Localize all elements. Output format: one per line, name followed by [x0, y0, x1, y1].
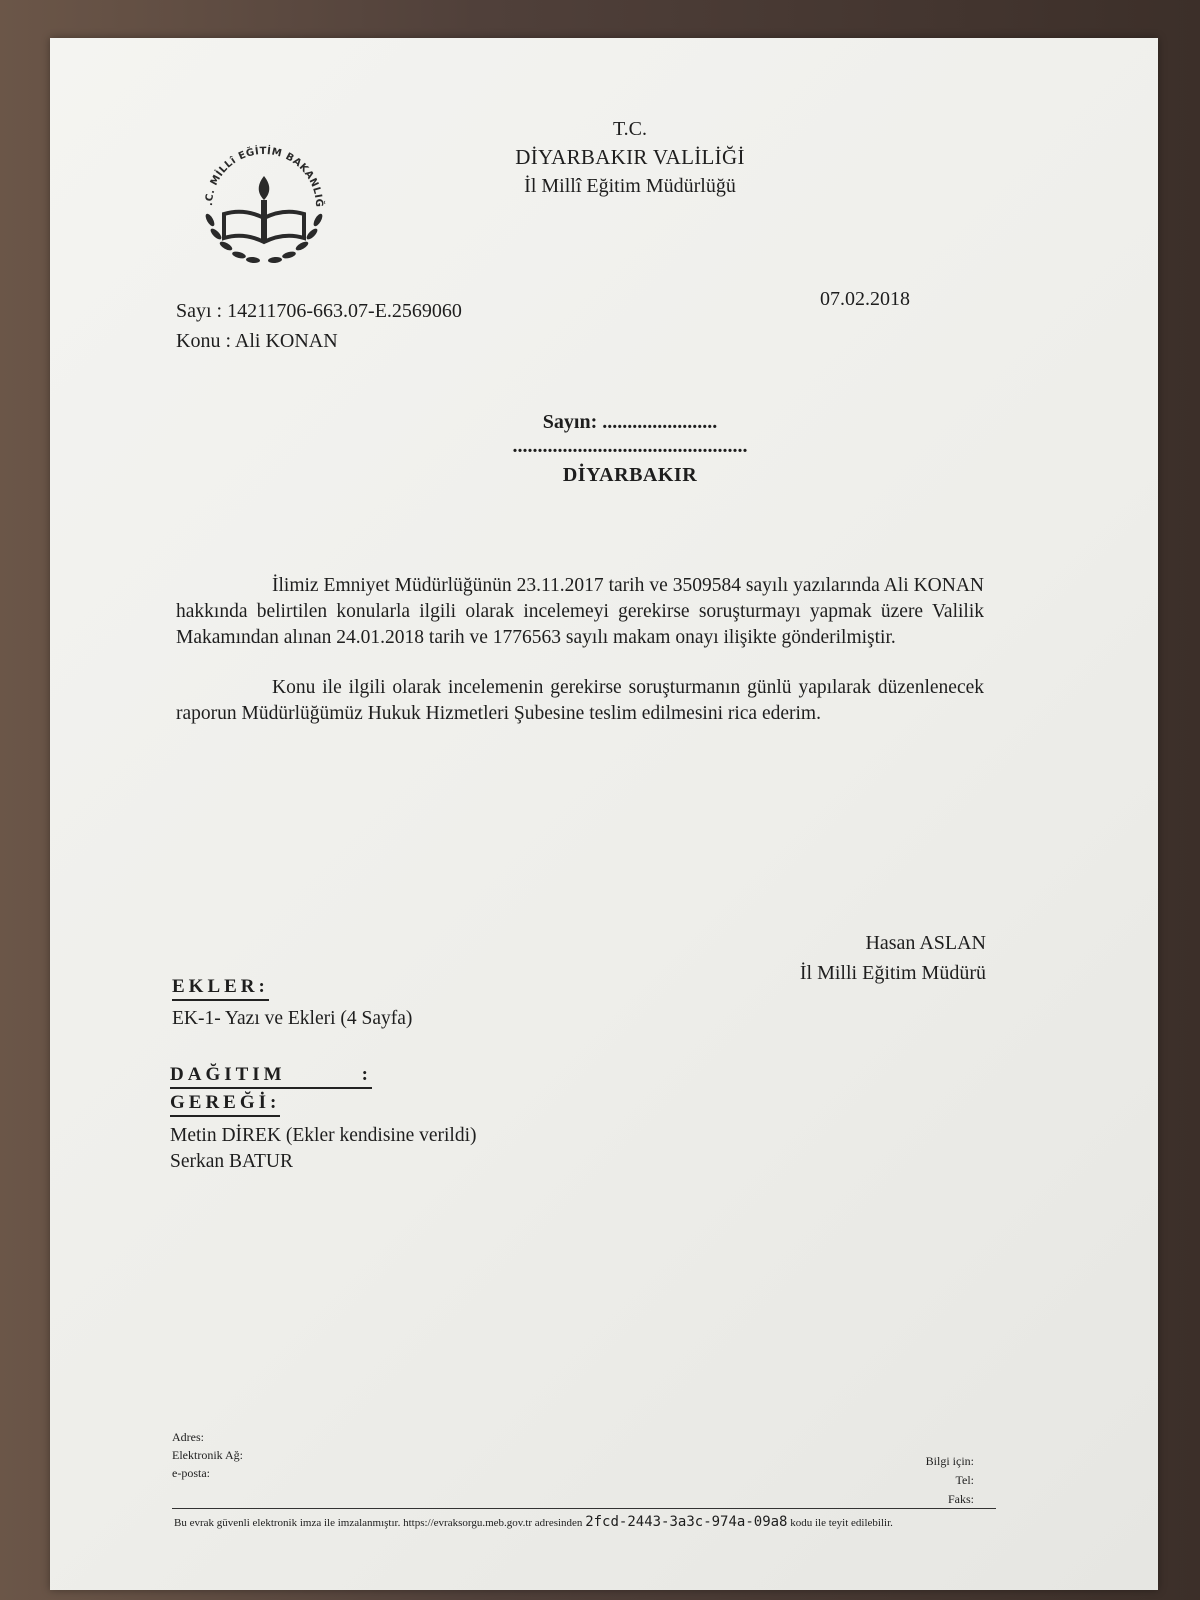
document-page — [50, 38, 1158, 1590]
header-tc: T.C. — [612, 118, 648, 140]
verification-suffix: kodu ile teyit edilebilir. — [790, 1517, 893, 1529]
attachments-heading: EKLER: — [172, 976, 269, 1001]
distribution-label: DAĞITIM — [170, 1064, 286, 1085]
footer-tel: Tel: — [955, 1473, 974, 1487]
letterhead — [380, 116, 880, 200]
footer-info — [850, 1452, 974, 1509]
document-date: 07.02.2018 — [820, 288, 910, 310]
verification-note — [174, 1514, 893, 1530]
verification-prefix: Bu evrak güvenli elektronik imza ile imzalanmıştır. https://evraksorgu.meb.gov.tr adresinden — [174, 1517, 583, 1529]
header-governorship: DİYARBAKIR VALİLİĞİ — [515, 145, 745, 169]
footer-divider — [172, 1508, 996, 1509]
addressee-block — [380, 408, 880, 487]
verification-code: 2fcd-2443-3a3c-974a-09a8 — [585, 1514, 788, 1530]
signer-title: İl Milli Eğitim Müdürü — [799, 962, 986, 984]
document-subject: Konu : Ali KONAN — [176, 330, 338, 352]
footer-fax: Faks: — [947, 1492, 974, 1506]
footer-contact — [172, 1428, 243, 1482]
action-heading: GEREĞİ: — [170, 1092, 280, 1117]
footer-email: e-posta: — [172, 1466, 210, 1480]
svg-text:T.C. MİLLî EĞİTİM BAKANLIĞI: .C. MİLLî EĞİTİM BAKANLIĞ — [203, 145, 325, 208]
letter-body — [176, 573, 984, 751]
header-directorate: İl Millî Eğitim Müdürlüğü — [524, 175, 736, 197]
body-paragraph-1: İlimiz Emniyet Müdürlüğünün 23.11.2017 tarih ve 3509584 sayılı yazılarında Ali KONAN hakkında belirtilen konularla ilgili olarak incelemeyi gerekirse soruşturmayı yapmak üzere Valilik Makamından alınan 24.01.2018 tarih ve 1776563 sayılı makam onayı ilişikte gönderilmiştir. — [176, 575, 984, 648]
footer-info-label: Bilgi için: — [925, 1454, 974, 1468]
addressee-line: Sayın: ....................... — [542, 411, 718, 433]
attachment-item: EK-1- Yazı ve Ekleri (4 Sayfa) — [172, 1008, 413, 1029]
distribution-list — [170, 1123, 477, 1175]
distribution-heading — [170, 1064, 372, 1089]
body-paragraph-2: Konu ile ilgili olarak incelemenin gerekirse soruşturmanın günlü yapılarak düzenlenecek raporun Müdürlüğümüz Hukuk Hizmetleri Şubesine teslim edilmesini rica ederim. — [176, 677, 984, 724]
addressee-dots: ............................................... — [512, 435, 748, 457]
distribution-colon: : — [361, 1064, 372, 1085]
footer-network: Elektronik Ağ: — [172, 1448, 243, 1462]
signature-block — [750, 928, 986, 988]
document-number: Sayı : 14211706-663.07-E.2569060 — [176, 300, 462, 322]
addressee-city: DİYARBAKIR — [562, 464, 698, 486]
list-item: Serkan BATUR — [170, 1151, 293, 1172]
footer-address: Adres: — [172, 1430, 204, 1444]
list-item: Metin DİREK (Ekler kendisine verildi) — [170, 1125, 477, 1146]
ministry-of-education-seal-icon — [190, 128, 338, 276]
document-meta — [176, 296, 462, 356]
signer-name: Hasan ASLAN — [865, 932, 986, 954]
